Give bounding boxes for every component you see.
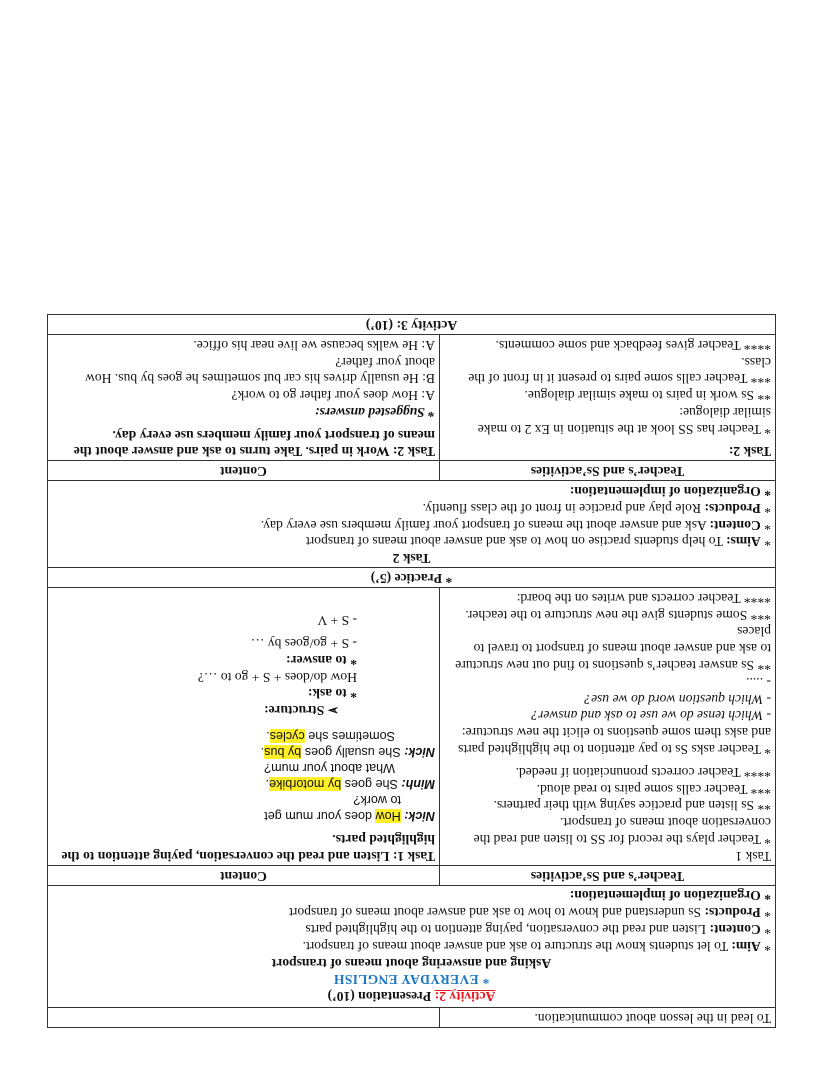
products-label: Products:	[704, 905, 761, 921]
task1-step: * Teacher plays the record for SS to listen and read the conversation about means of transport.	[473, 815, 771, 848]
task1-step: * Teacher asks Ss to pay attention to the highlighted parts and asks them some questions to elicit the new structure:	[458, 725, 771, 758]
conversation-line: Minh: She goes by motorbike.	[265, 777, 435, 792]
activity2-header-cell	[48, 885, 776, 1008]
task2-aims: * Aims: To help students practise on how to ask and answer about means of transport	[305, 534, 771, 550]
task2-row	[48, 334, 776, 461]
practice-column-header-row	[48, 461, 776, 481]
task1-step: **** Teacher corrects pronunciation if needed.	[515, 764, 771, 780]
conversation	[52, 728, 435, 824]
task1-question: - Which question word do we use?	[584, 691, 771, 707]
to-ask-label: * to ask:	[307, 686, 357, 702]
products-text: Role play and practice in front of the class fluently.	[422, 500, 701, 516]
task1-step: **** Teacher corrects and writes on the board:	[516, 590, 771, 606]
practice-header-row	[48, 568, 776, 588]
conversation-line: Nick: She usually goes by bus.	[260, 745, 435, 760]
task2-title: Task 2	[392, 551, 431, 567]
activity2-organization: * Organization of implementation:	[569, 888, 771, 904]
task2-content: * Content: Ask and answer about the means of transport your family members use every day.	[260, 517, 771, 533]
highlight-how: How	[375, 809, 401, 824]
content-column-header: Content	[48, 865, 440, 885]
answer-formula: - S + V	[317, 613, 357, 629]
everyday-english-heading: * EVERYDAY ENGLISH	[333, 972, 490, 988]
activities-column-header: Teacher’s and Ss’activities	[440, 865, 776, 885]
org-label: Organization of implementation:	[569, 888, 761, 904]
content-column-header: Content	[48, 461, 440, 481]
activity3-row	[48, 315, 776, 335]
aims-text: To help students practise on how to ask and answer about means of transport	[305, 534, 723, 550]
activity2-products: * Products: Ss understand and know to how to ask and answer about means of transport	[289, 905, 771, 921]
conversation-line: What about your mum?	[264, 761, 395, 776]
task2-activities-cell	[440, 334, 776, 461]
dialogue-line: A: He walks because we live near his office.	[193, 337, 435, 353]
task2-content-title: Task 2: Work in pairs. Take turns to ask and answer about the means of transport your family members use every day.	[73, 427, 435, 460]
content-text: Ask and answer about the means of transport your family members use every day.	[260, 517, 707, 533]
answer-formula: - S + go/goes by …	[250, 636, 357, 652]
task1-step: *** Teacher calls some pairs to read aloud.	[536, 781, 771, 797]
task1-step: ** Ss answer teacher’s questions to find out new structure to ask and answer about means of transport to travel to places	[455, 624, 771, 674]
intro-cell: To lead in the lesson about communication.	[440, 1008, 776, 1028]
task2-step: **** Teacher gives feedback and some comments.	[495, 337, 771, 353]
products-label: Products:	[704, 500, 761, 516]
aim-text: To let students know the structure to ask and answer about means of transport.	[302, 938, 729, 954]
suggested-answers-label: * Suggested answers:	[314, 404, 435, 420]
content-label: Content:	[709, 517, 761, 533]
conversation-line: Nick: How does your mum get	[264, 809, 435, 824]
task2-step: ** Ss work in pairs to make similar dialogue.	[524, 388, 771, 404]
org-label: Organization of implementation:	[569, 484, 761, 500]
speaker-nick: Nick:	[404, 745, 435, 760]
task2-products: * Products: Role play and practice in front of the class fluently.	[422, 500, 771, 516]
practice-header: * Practice (5’)	[48, 568, 776, 588]
activity3-header: Activity 3: (10’)	[48, 315, 776, 335]
activity2-aim: * Aim: To let students know the structure to ask and answer about means of transport.	[302, 938, 771, 954]
task1-content-title: Task 1: Listen and read the conversation, paying attention to the highlighted parts.	[61, 832, 435, 864]
content-text: Listen and read the conversation, paying attention to the highlighted parts	[305, 922, 707, 938]
speaker-nick: Nick:	[404, 809, 435, 824]
ask-formula: How do/does + S + go to …?	[197, 669, 357, 685]
task1-step: ** Ss listen and practice saying with their partners.	[493, 798, 771, 814]
speaker-minh: Minh:	[401, 777, 435, 792]
task1-question: - Which tense do we use to ask and answer?	[531, 708, 771, 724]
task2-step: *** Teacher calls some pairs to present it in front of the class.	[468, 354, 771, 387]
task2-step: * Teacher has SS look at the situation in Ex 2 to make similar dialogue:	[477, 404, 771, 437]
task2-description-cell	[48, 481, 776, 568]
highlight-motorbike: by motorbike	[269, 777, 342, 792]
aim-label: Aim:	[731, 938, 761, 954]
dialogue-line: B: He usually drives his car but sometimes he goes by bus. How about your father?	[85, 354, 435, 387]
activities-column-header: Teacher’s and Ss’activities	[440, 461, 776, 481]
lesson-plan-document	[48, 314, 776, 1028]
dialogue-line: A: How does your father go to work?	[231, 388, 435, 404]
task1-dots: - .....	[746, 674, 771, 690]
intro-empty-cell	[48, 1008, 440, 1028]
task1-activities-cell	[440, 588, 776, 866]
task1-title: Task 1	[735, 848, 771, 864]
task2-content-cell	[48, 334, 440, 461]
aims-label: Aims:	[726, 534, 761, 550]
activity2-label: Activity 2:	[434, 989, 496, 1005]
task1-step: *** Some students give the new structure to the teacher.	[465, 607, 771, 623]
activity2-topic: Asking and answering about means of transport	[271, 955, 552, 971]
conversation-line: to work?	[353, 793, 401, 808]
activity2-content: * Content: Listen and read the conversation, paying attention to the highlighted parts	[305, 922, 771, 938]
activity2-column-header-row	[48, 865, 776, 885]
highlight-bus: by bus	[264, 745, 302, 760]
activity2-header-row	[48, 885, 776, 1008]
content-label: Content:	[709, 922, 761, 938]
task1-row	[48, 588, 776, 866]
lesson-plan-table	[47, 314, 776, 1028]
task2-description-row	[48, 481, 776, 568]
products-text: Ss understand and know to how to ask and answer about means of transport	[289, 905, 701, 921]
task2-organization: * Organization of implementation:	[569, 484, 771, 500]
highlight-cycles: cycles	[269, 729, 305, 744]
activity2-title: Presentation (10’)	[327, 989, 432, 1005]
intro-row	[48, 1008, 776, 1028]
conversation-line: Sometimes she cycles.	[266, 729, 395, 744]
task2-left-title: Task 2:	[728, 444, 771, 460]
to-answer-label: * to answer:	[286, 652, 357, 668]
structure-heading: ➢ Structure:	[264, 703, 339, 719]
task1-content-cell	[48, 588, 440, 866]
